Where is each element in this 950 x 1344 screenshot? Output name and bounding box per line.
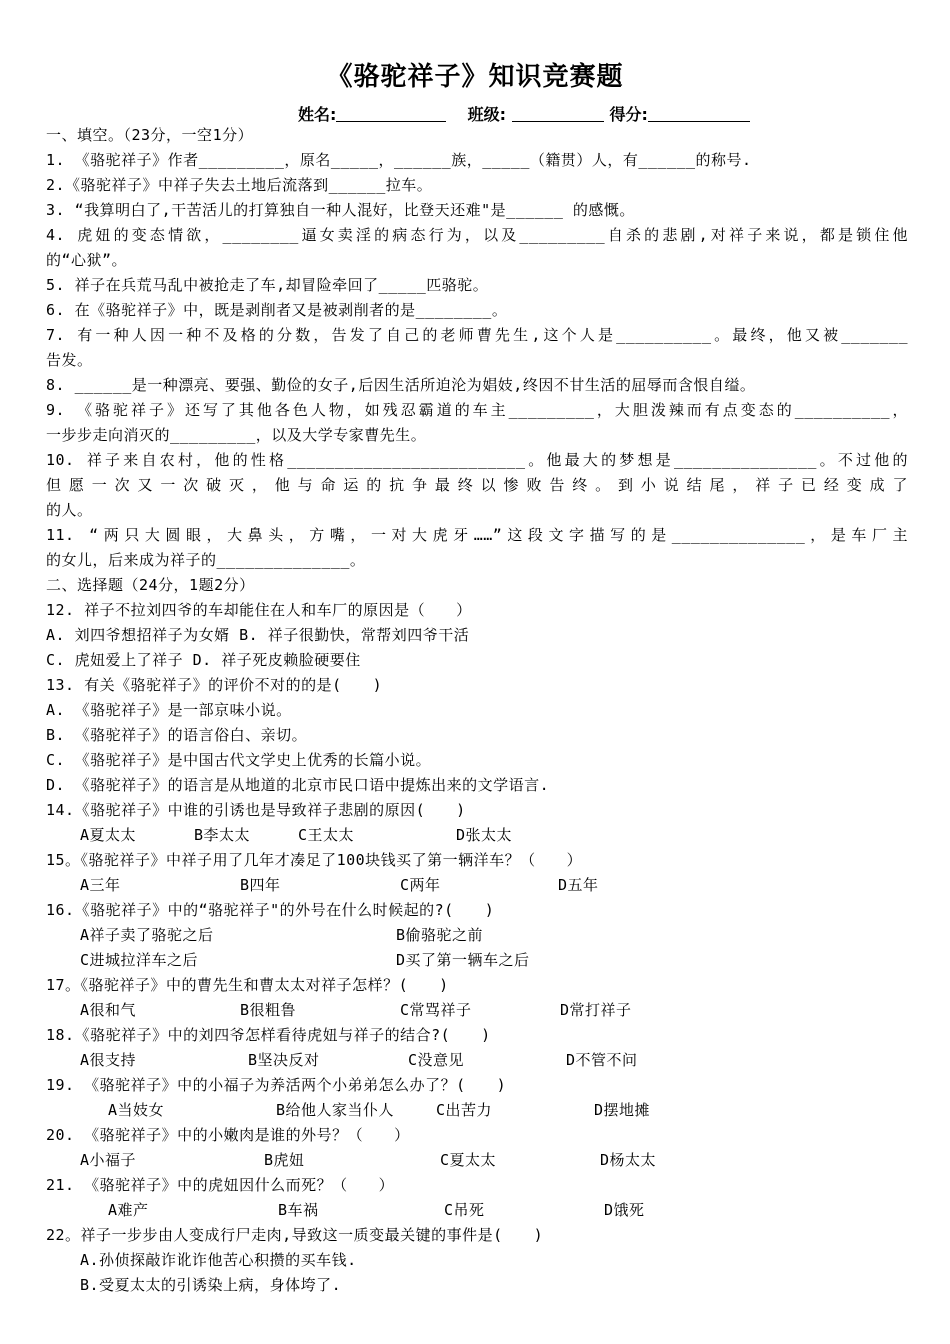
option-row [46,923,908,948]
name-blank[interactable] [336,107,446,122]
question-line: 15。《骆驼祥子》中祥子用了几年才凑足了100块钱买了第一辆洋车？（ ） [46,851,583,869]
question-line: 10. 祥子来自农村，他的性格_________________________。他最大的梦想是_______________。不过他的 [46,451,908,469]
question-line: 21. 《骆驼祥子》中的虎妞因什么而死？（ ） [46,1176,395,1194]
option-a: A难产 [108,1201,149,1219]
question-line: 的女儿，后来成为祥子的______________。 [46,551,366,569]
question-line: 17。《骆驼祥子》中的曹先生和曹太太对祥子怎样？( ) [46,976,449,994]
option-b: B坚决反对 [248,1051,320,1069]
question-line: 告发。 [46,351,93,369]
option-c: C出苦力 [436,1101,493,1119]
option-c: C常骂祥子 [400,1001,472,1019]
option-b: B.受夏太太的引诱染上病，身体垮了. [80,1276,342,1294]
option-d: D饿死 [604,1201,645,1219]
option-row [46,998,908,1023]
question-line: 4. 虎妞的变态情欲，________逼女卖淫的病态行为，以及_________自杀的悲剧,对祥子来说，都是锁住他 [46,226,908,244]
option-d: D杨太太 [600,1151,657,1169]
option-row [46,1148,908,1173]
option-row [46,1098,908,1123]
section-fill-heading: 一、填空。（23分，一空1分） [46,126,254,144]
class-blank[interactable] [512,107,604,122]
question-line: 一步步走向消灭的_________，以及大学专家曹先生。 [46,426,427,444]
option-a: A很支持 [80,1051,137,1069]
option-b: B很粗鲁 [240,1001,297,1019]
option-b: B虎妞 [264,1151,305,1169]
score-blank[interactable] [648,107,750,122]
option-b: B车祸 [278,1201,319,1219]
question-line: 7. 有一种人因一种不及格的分数，告发了自己的老师曹先生,这个人是__________。最终，他又被_______ [46,326,908,344]
option-c: C王太太 [298,826,355,844]
class-label: 班级: [467,105,506,124]
question-line: 22。祥子一步步由人变成行尸走肉,导致这一质变最关键的事件是( ) [46,1226,544,1244]
question-line: 13. 有关《骆驼祥子》的评价不对的的是( ) [46,676,383,694]
option-line: A. 《骆驼祥子》是一部京味小说。 [46,701,292,719]
option-b: B李太太 [194,826,251,844]
student-info-line [298,102,750,125]
question-line: 20. 《骆驼祥子》中的小嫩肉是谁的外号？（ ） [46,1126,410,1144]
option-row [46,948,908,973]
question-line: 但愿一次又一次破灭，他与命运的抗争最终以惨败告终。到小说结尾，祥子已经变成了 [46,476,908,494]
option-a: A祥子卖了骆驼之后 [80,926,214,944]
question-line: 12. 祥子不拉刘四爷的车却能住在人和车厂的原因是（ ） [46,601,472,619]
option-b: B偷骆驼之前 [396,926,484,944]
question-line: 2.《骆驼祥子》中祥子失去土地后流落到______拉车。 [46,176,433,194]
option-c: C两年 [400,876,441,894]
question-line: 1. 《骆驼祥子》作者_________，原名_____，______族，_____（籍贯）人，有______的称号. [46,151,752,169]
option-c: C没意见 [408,1051,465,1069]
option-c: C进城拉洋车之后 [80,951,199,969]
option-line: C. 虎妞爱上了祥子 D. 祥子死皮赖脸硬要住 [46,651,361,669]
option-a: A.孙侦探敲诈讹诈他苦心积攒的买车钱. [80,1251,357,1269]
option-row [46,873,908,898]
option-c: C吊死 [444,1201,485,1219]
option-d: D不管不问 [566,1051,638,1069]
question-line: 19. 《骆驼祥子》中的小福子为养活两个小弟弟怎么办了？( ) [46,1076,507,1094]
question-line: 3. “我算明白了,干苦活儿的打算独自一种人混好，比登天还难"是______ 的感慨。 [46,201,635,219]
option-line: C. 《骆驼祥子》是中国古代文学史上优秀的长篇小说。 [46,751,432,769]
question-line: 9. 《骆驼祥子》还写了其他各色人物，如残忍霸道的车主_________，大胆泼辣而有点变态的__________， [46,401,908,419]
option-d: D常打祥子 [560,1001,632,1019]
option-d: D买了第一辆车之后 [396,951,530,969]
question-line: 6. 在《骆驼祥子》中，既是剥削者又是被剥削者的是________。 [46,301,508,319]
option-a: A很和气 [80,1001,137,1019]
question-line: 11. “两只大圆眼，大鼻头，方嘴，一对大虎牙……”这段文字描写的是______________，是车厂主 [46,526,908,544]
option-d: D五年 [558,876,599,894]
option-row [46,1048,908,1073]
quiz-body [46,123,908,1298]
question-line: 的“心狱”。 [46,251,128,269]
option-line: A. 刘四爷想招祥子为女婿 B. 祥子很勤快，常帮刘四爷干活 [46,626,470,644]
option-line: D. 《骆驼祥子》的语言是从地道的北京市民口语中提炼出来的文学语言. [46,776,550,794]
question-line: 8. ______是一种漂亮、要强、勤俭的女子,后因生活所迫沦为娼妓,终因不甘生活的屈辱而含恨自缢。 [46,376,756,394]
question-line: 5. 祥子在兵荒马乱中被抢走了车,却冒险牵回了_____匹骆驼。 [46,276,489,294]
name-label: 姓名: [298,105,337,124]
option-d: D张太太 [456,826,513,844]
option-b: B四年 [240,876,281,894]
question-line: 18.《骆驼祥子》中的刘四爷怎样看待虎妞与祥子的结合?( ) [46,1026,491,1044]
question-line: 的人。 [46,501,93,519]
option-a: A夏太太 [80,826,137,844]
option-a: A当妓女 [108,1101,165,1119]
option-row [46,1198,908,1223]
section-choice-heading: 二、选择题（24分，1题2分） [46,576,255,594]
option-line: B. 《骆驼祥子》的语言俗白、亲切。 [46,726,308,744]
option-c: C夏太太 [440,1151,497,1169]
option-b: B给他人家当仆人 [276,1101,395,1119]
question-line: 16.《骆驼祥子》中的“骆驼祥子"的外号在什么时候起的?( ) [46,901,495,919]
question-line: 14.《骆驼祥子》中谁的引诱也是导致祥子悲剧的原因( ) [46,801,466,819]
option-a: A小福子 [80,1151,137,1169]
option-a: A三年 [80,876,121,894]
option-row [46,823,908,848]
page-title: 《骆驼祥子》知识竞赛题 [326,62,624,92]
score-label: 得分: [609,105,648,124]
option-d: D摆地摊 [594,1101,651,1119]
